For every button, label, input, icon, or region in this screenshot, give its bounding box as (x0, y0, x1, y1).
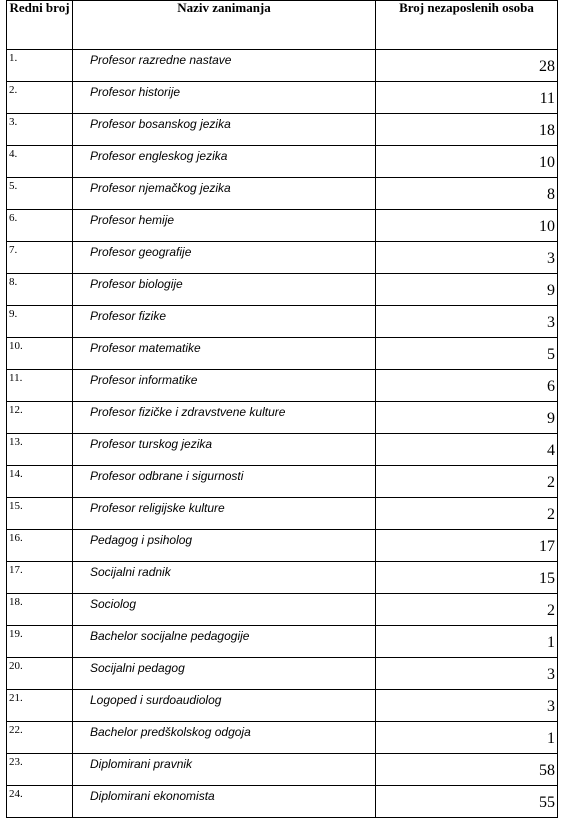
unemployed-count: 1 (376, 722, 558, 754)
occupation-name: Profesor historije (73, 82, 376, 114)
occupation-name: Diplomirani pravnik (73, 754, 376, 786)
occupation-name: Profesor informatike (73, 370, 376, 402)
unemployed-count: 2 (376, 498, 558, 530)
unemployed-count: 11 (376, 82, 558, 114)
table-row (7, 434, 558, 466)
row-number: 13. (7, 434, 73, 466)
occupation-name: Profesor bosanskog jezika (73, 114, 376, 146)
row-number: 10. (7, 338, 73, 370)
table-row (7, 562, 558, 594)
table-row (7, 626, 558, 658)
occupation-name: Bachelor predškolskog odgoja (73, 722, 376, 754)
occupation-name: Pedagog i psiholog (73, 530, 376, 562)
table-row (7, 338, 558, 370)
occupation-name: Diplomirani ekonomista (73, 786, 376, 818)
unemployed-count: 9 (376, 274, 558, 306)
unemployed-count: 28 (376, 50, 558, 82)
unemployment-table (6, 0, 558, 818)
row-number: 11. (7, 370, 73, 402)
row-number: 9. (7, 306, 73, 338)
occupation-name: Profesor turskog jezika (73, 434, 376, 466)
occupation-name: Socijalni pedagog (73, 658, 376, 690)
row-number: 3. (7, 114, 73, 146)
row-number: 22. (7, 722, 73, 754)
unemployed-count: 3 (376, 242, 558, 274)
row-number: 15. (7, 498, 73, 530)
occupation-name: Profesor fizičke i zdravstvene kulture (73, 402, 376, 434)
row-number: 5. (7, 178, 73, 210)
occupation-name: Sociolog (73, 594, 376, 626)
row-number: 21. (7, 690, 73, 722)
table-row (7, 690, 558, 722)
occupation-name: Profesor fizike (73, 306, 376, 338)
unemployed-count: 3 (376, 658, 558, 690)
row-number: 8. (7, 274, 73, 306)
table-row (7, 306, 558, 338)
row-number: 23. (7, 754, 73, 786)
occupation-name: Socijalni radnik (73, 562, 376, 594)
table-row (7, 50, 558, 82)
table-row (7, 82, 558, 114)
unemployed-count: 18 (376, 114, 558, 146)
table-row (7, 466, 558, 498)
row-number: 7. (7, 242, 73, 274)
table-row (7, 370, 558, 402)
unemployed-count: 17 (376, 530, 558, 562)
table-row (7, 530, 558, 562)
table-row (7, 594, 558, 626)
unemployed-count: 2 (376, 594, 558, 626)
occupation-name: Profesor religijske kulture (73, 498, 376, 530)
occupation-name: Profesor engleskog jezika (73, 146, 376, 178)
unemployed-count: 2 (376, 466, 558, 498)
table-row (7, 786, 558, 818)
occupation-name: Profesor razredne nastave (73, 50, 376, 82)
header-count: Broj nezaposlenih osoba (376, 1, 558, 50)
unemployed-count: 3 (376, 690, 558, 722)
unemployed-count: 4 (376, 434, 558, 466)
row-number: 16. (7, 530, 73, 562)
occupation-name: Profesor geografije (73, 242, 376, 274)
occupation-name: Profesor odbrane i sigurnosti (73, 466, 376, 498)
unemployed-count: 10 (376, 146, 558, 178)
table-row (7, 658, 558, 690)
table-row (7, 498, 558, 530)
unemployed-count: 3 (376, 306, 558, 338)
occupation-name: Logoped i surdoaudiolog (73, 690, 376, 722)
unemployed-count: 8 (376, 178, 558, 210)
table-row (7, 114, 558, 146)
table-header-row (7, 1, 558, 50)
unemployed-count: 5 (376, 338, 558, 370)
unemployed-count: 10 (376, 210, 558, 242)
unemployed-count: 6 (376, 370, 558, 402)
row-number: 6. (7, 210, 73, 242)
row-number: 18. (7, 594, 73, 626)
unemployed-count: 58 (376, 754, 558, 786)
table-row (7, 274, 558, 306)
table-row (7, 754, 558, 786)
occupation-name: Profesor biologije (73, 274, 376, 306)
row-number: 19. (7, 626, 73, 658)
header-occupation: Naziv zanimanja (73, 1, 376, 50)
occupation-name: Profesor njemačkog jezika (73, 178, 376, 210)
unemployed-count: 15 (376, 562, 558, 594)
row-number: 12. (7, 402, 73, 434)
row-number: 2. (7, 82, 73, 114)
occupation-name: Profesor matematike (73, 338, 376, 370)
table-row (7, 210, 558, 242)
row-number: 4. (7, 146, 73, 178)
occupation-name: Bachelor socijalne pedagogije (73, 626, 376, 658)
header-number: Redni broj (7, 1, 73, 50)
table-row (7, 146, 558, 178)
table-row (7, 402, 558, 434)
row-number: 1. (7, 50, 73, 82)
row-number: 14. (7, 466, 73, 498)
row-number: 24. (7, 786, 73, 818)
table-row (7, 242, 558, 274)
occupation-name: Profesor hemije (73, 210, 376, 242)
table-row (7, 722, 558, 754)
unemployed-count: 1 (376, 626, 558, 658)
unemployed-count: 9 (376, 402, 558, 434)
row-number: 20. (7, 658, 73, 690)
row-number: 17. (7, 562, 73, 594)
unemployed-count: 55 (376, 786, 558, 818)
table-row (7, 178, 558, 210)
